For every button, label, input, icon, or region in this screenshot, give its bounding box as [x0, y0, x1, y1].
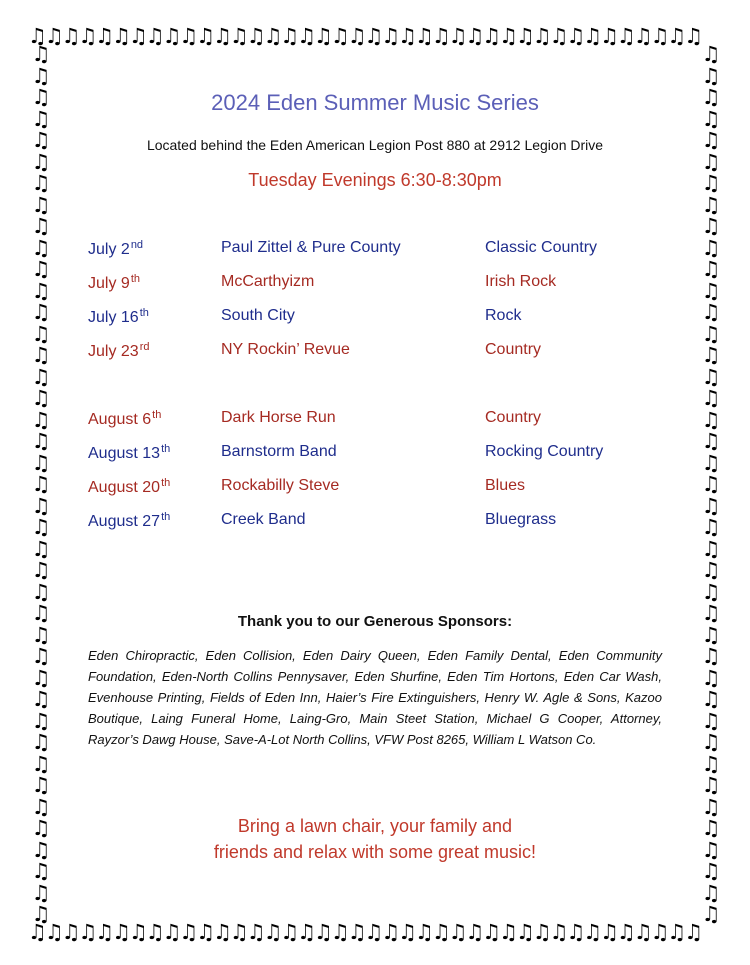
music-note-icon: ♫ [31, 235, 51, 260]
music-note-icon: ♫ [31, 300, 51, 324]
music-note-icon: ♫ [31, 321, 51, 346]
music-note-icon: ♫ [31, 171, 51, 195]
date-suffix: th [152, 409, 162, 421]
music-note-icon: ♫ [31, 644, 51, 668]
music-note-icon: ♫ [701, 644, 721, 668]
event-date-label: August [88, 479, 138, 496]
event-genre: Classic Country [485, 239, 598, 256]
music-note-icon: ♫ [31, 579, 51, 604]
event-band: NY Rockin’ Revue [221, 341, 350, 358]
music-note-border-bottom: ♫♫♫♫♫♫♫♫♫♫♫♫♫♫♫♫♫♫♫♫♫♫♫♫♫♫♫♫♫♫♫♫♫♫♫♫♫♫♫♫ [28, 920, 702, 944]
event-date [88, 443, 170, 463]
music-note-icon: ♫ [701, 816, 721, 840]
event-schedule-table [88, 239, 688, 545]
music-note-icon: ♫ [701, 665, 721, 690]
music-note-icon: ♫ [31, 859, 51, 883]
music-note-icon: ♫ [701, 214, 721, 238]
music-note-icon: ♫ [701, 343, 721, 367]
event-date-label: July [88, 241, 117, 258]
music-note-icon: ♫ [31, 364, 51, 389]
date-suffix: th [161, 477, 171, 489]
music-note-icon: ♫ [701, 450, 721, 475]
music-note-icon: ♫ [701, 515, 721, 539]
event-row [88, 409, 688, 443]
event-row [88, 307, 688, 341]
music-note-icon: ♫ [701, 794, 721, 819]
music-note-icon: ♫ [701, 407, 721, 432]
event-band: Paul Zittel & Pure County [221, 239, 401, 256]
music-note-border-top: ♫♫♫♫♫♫♫♫♫♫♫♫♫♫♫♫♫♫♫♫♫♫♫♫♫♫♫♫♫♫♫♫♫♫♫♫♫♫♫♫ [28, 24, 702, 48]
music-note-icon: ♫ [701, 708, 721, 733]
event-row [88, 239, 688, 273]
music-note-icon: ♫ [701, 558, 721, 582]
music-note-icon: ♫ [701, 128, 721, 152]
music-note-icon: ♫ [31, 85, 51, 109]
music-note-icon: ♫ [701, 278, 721, 303]
closing-line: Bring a lawn chair, your family and [237, 816, 513, 836]
music-note-icon: ♫ [701, 773, 721, 797]
music-note-icon: ♫ [31, 880, 51, 905]
event-date-label: August [88, 445, 138, 462]
event-date [88, 511, 170, 531]
music-note-icon: ♫ [701, 536, 721, 561]
music-note-icon: ♫ [31, 730, 51, 754]
music-note-icon: ♫ [31, 343, 51, 367]
music-note-icon: ♫ [31, 751, 51, 776]
sponsors-heading: Thank you to our Generous Sponsors: [237, 613, 513, 630]
music-note-icon: ♫ [701, 364, 721, 389]
date-suffix: th [161, 511, 171, 523]
music-note-icon: ♫ [31, 687, 51, 711]
event-date [88, 307, 149, 327]
music-note-icon: ♫ [31, 902, 51, 924]
event-date-label: July [88, 343, 117, 360]
music-note-icon: ♫ [31, 665, 51, 690]
event-row [88, 477, 688, 511]
music-note-icon: ♫ [31, 558, 51, 582]
event-date-label: July [88, 275, 117, 292]
music-note-icon: ♫ [31, 816, 51, 840]
music-note-icon: ♫ [701, 149, 721, 174]
music-note-icon: ♫ [31, 106, 51, 131]
music-note-icon: ♫ [31, 128, 51, 152]
music-note-icon: ♫ [701, 321, 721, 346]
date-suffix: rd [139, 341, 150, 353]
event-band: Rockabilly Steve [221, 477, 340, 494]
music-note-icon: ♫ [701, 902, 721, 924]
event-date [88, 409, 161, 429]
music-note-icon: ♫ [701, 257, 721, 281]
event-date-label: August [88, 513, 138, 530]
music-note-icon: ♫ [701, 106, 721, 131]
event-day: 6 [142, 411, 152, 428]
event-band: Dark Horse Run [221, 409, 336, 426]
event-day: 27 [142, 513, 161, 530]
music-note-icon: ♫ [31, 536, 51, 561]
music-note-icon: ♫ [701, 880, 721, 905]
music-note-icon: ♫ [31, 601, 51, 625]
event-band: McCarthyizm [221, 273, 315, 290]
event-band: Creek Band [221, 511, 306, 528]
music-note-icon: ♫ [701, 63, 721, 88]
music-note-icon: ♫ [31, 257, 51, 281]
music-note-icon: ♫ [31, 493, 51, 518]
closing-line: friends and relax with some great music! [213, 842, 537, 862]
event-date [88, 477, 170, 497]
music-note-icon: ♫ [701, 235, 721, 260]
date-suffix: nd [130, 239, 144, 251]
music-note-icon: ♫ [31, 407, 51, 432]
music-note-icon: ♫ [701, 44, 721, 66]
event-date [88, 273, 140, 293]
music-note-icon: ♫ [701, 687, 721, 711]
music-note-icon: ♫ [31, 773, 51, 797]
date-suffix: th [139, 307, 149, 319]
music-note-icon: ♫ [701, 837, 721, 862]
schedule-time: Tuesday Evenings 6:30-8:30pm [248, 170, 502, 190]
event-genre: Blues [485, 477, 526, 494]
music-note-icon: ♫ [701, 730, 721, 754]
event-genre: Rock [485, 307, 522, 324]
venue-location: Located behind the Eden American Legion Post 880 at 2912 Legion Drive [146, 137, 604, 153]
music-note-icon: ♫ [31, 44, 51, 66]
event-day: 13 [142, 445, 161, 462]
event-row [88, 443, 688, 477]
music-note-icon: ♫ [701, 601, 721, 625]
music-note-icon: ♫ [31, 149, 51, 174]
music-note-icon: ♫ [701, 622, 721, 647]
music-note-icon: ♫ [701, 300, 721, 324]
music-note-icon: ♫ [31, 708, 51, 733]
event-date-label: August [88, 411, 138, 428]
music-note-icon: ♫ [701, 192, 721, 217]
event-day: 2 [120, 241, 130, 258]
event-band: South City [221, 307, 295, 324]
event-day: 9 [120, 275, 130, 292]
page-title: 2024 Eden Summer Music Series [211, 90, 539, 115]
music-note-icon: ♫ [701, 859, 721, 883]
event-day: 23 [120, 343, 139, 360]
event-date-label: July [88, 309, 117, 326]
music-note-icon: ♫ [701, 579, 721, 604]
music-note-icon: ♫ [31, 192, 51, 217]
event-genre: Bluegrass [485, 511, 557, 528]
music-note-icon: ♫ [701, 171, 721, 195]
music-note-icon: ♫ [31, 622, 51, 647]
event-row [88, 273, 688, 307]
event-day: 20 [142, 479, 161, 496]
music-note-icon: ♫ [701, 85, 721, 109]
event-row [88, 511, 688, 545]
music-note-icon: ♫ [31, 450, 51, 475]
event-day: 16 [120, 309, 139, 326]
music-note-icon: ♫ [31, 794, 51, 819]
event-genre: Country [485, 409, 542, 426]
music-note-icon: ♫ [31, 63, 51, 88]
event-date [88, 341, 149, 361]
music-note-icon: ♫ [31, 214, 51, 238]
music-note-icon: ♫ [701, 386, 721, 410]
music-note-icon: ♫ [701, 751, 721, 776]
music-note-icon: ♫ [701, 429, 721, 453]
event-date [88, 239, 143, 259]
music-note-icon: ♫ [701, 493, 721, 518]
event-band: Barnstorm Band [221, 443, 337, 460]
music-note-icon: ♫ [31, 386, 51, 410]
event-genre: Country [485, 341, 542, 358]
music-note-icon: ♫ [31, 837, 51, 862]
closing-message [0, 813, 750, 865]
event-row [88, 341, 688, 375]
music-note-icon: ♫ [31, 278, 51, 303]
music-note-icon: ♫ [31, 515, 51, 539]
event-genre: Irish Rock [485, 273, 557, 290]
music-note-icon: ♫ [31, 472, 51, 496]
date-suffix: th [130, 273, 140, 285]
event-genre: Rocking Country [485, 443, 604, 460]
music-note-icon: ♫ [701, 472, 721, 496]
music-note-icon: ♫ [31, 429, 51, 453]
date-suffix: th [161, 443, 171, 455]
sponsors-list: Eden Chiropractic, Eden Collision, Eden Dairy Queen, Eden Family Dental, Eden Community Foundation, Eden-North Collins Pennysaver, Eden Shurfine, Eden Tim Hortons, Eden Car Wash, Evenhouse Printing, Fields of Eden Inn, Haier’s Fire Extinguishers, Henry W. Agle & Sons, Kazoo Boutique, Laing Funeral Home, Laing-Gro, Main Steet Station, Michael G Cooper, Attorney, Rayzor’s Dawg House, Save-A-Lot North Collins, VFW Post 8265, William L Watson Co. [88, 648, 662, 747]
